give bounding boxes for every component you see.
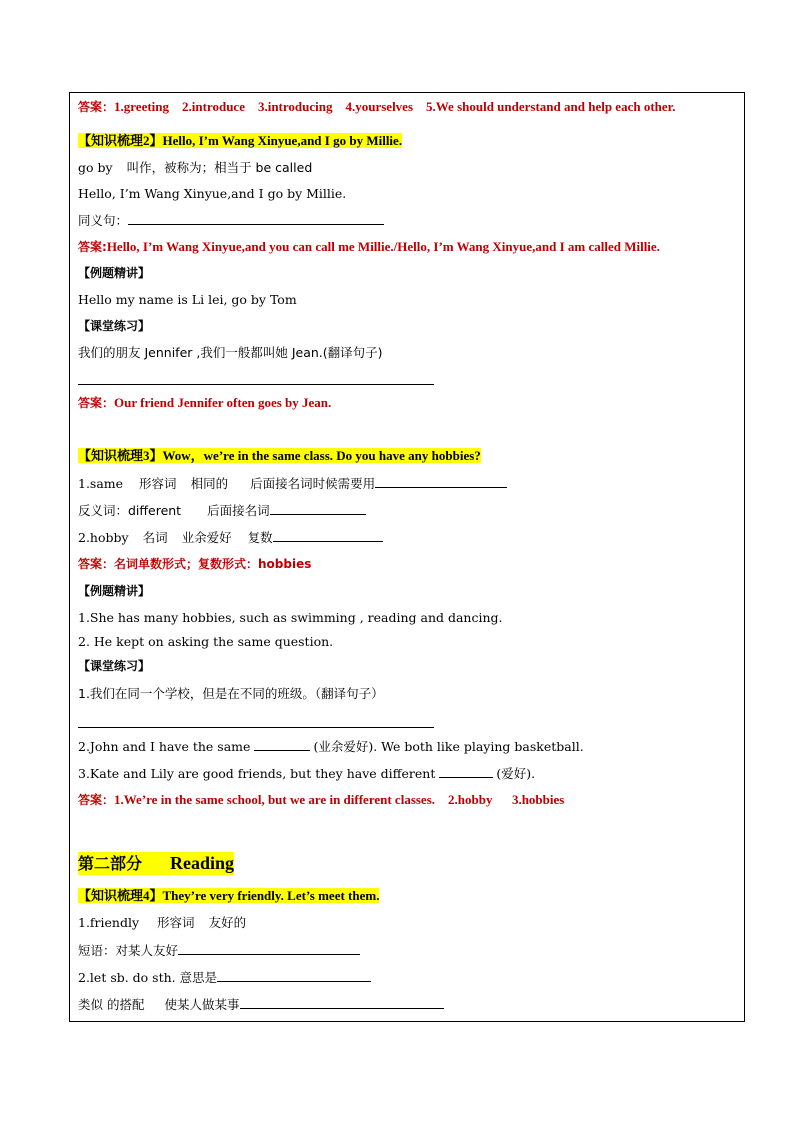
hobby-definition: 2.hobby 名词 业余爱好 复数 [78,529,383,546]
practice-sentence-1: 我们的朋友 Jennifer ,我们一般都叫她 Jean.(翻译句子) [78,345,383,360]
answer-line-4: 答案：名词单数形式；复数形式：hobbies [78,557,312,571]
phrase-line: 短语：对某人友好 [78,942,360,959]
goby-definition: go by 叫作，被称为；相当于 be called [78,160,313,175]
answer-blank-line-1 [78,384,434,385]
synonym-line: 同义句： [78,212,384,229]
example-sentence-2a: 1.She has many hobbies, such as swimming , reading and dancing. [78,610,503,625]
example-sentence-2b: 2. He kept on asking the same question. [78,634,334,649]
answer-blank-line-2 [78,727,434,728]
knowledge-point-3-title: 【知识梳理3】Wow，we’re in the same class. Do you have any hobbies? [78,448,481,463]
practice-sentence-2a: 1.我们在同一个学校，但是在不同的班级。（翻译句子） [78,686,384,701]
knowledge-point-2-title: 【知识梳理2】Hello, I’m Wang Xinyue,and I go by Millie. [78,133,403,148]
let-line: 2.let sb. do sth. 意思是 [78,969,371,986]
answer-line-2: 答案:Hello, I’m Wang Xinyue,and you can call me Millie./Hello, I’m Wang Xinyue,and I am called Millie. [78,239,660,254]
practice-sentence-2b: 2.John and I have the same (业余爱好). We both like playing basketball. [78,739,584,754]
example-header-2: 【例题精讲】 [78,584,151,598]
practice-sentence-2c: 3.Kate and Lily are good friends, but they have different (爱好). [78,766,536,781]
practice-header-1: 【课堂练习】 [78,319,151,333]
answer-line-1: 答案：1.greeting 2.introduce 3.introducing 4.yourselves 5.We should understand and help each other. [78,99,676,114]
goby-example: Hello, I’m Wang Xinyue,and I go by Millie. [78,186,347,201]
friendly-definition: 1.friendly 形容词 友好的 [78,915,247,930]
content-frame [69,92,745,1022]
same-definition: 1.same 形容词 相同的 后面接名词时候需要用 [78,475,507,492]
answer-line-3: 答案：Our friend Jennifer often goes by Jean. [78,395,332,410]
example-sentence-1: Hello my name is Li lei, go by Tom [78,292,297,307]
antonym-line: 反义词：different 后面接名词 [78,502,366,519]
example-header-1: 【例题精讲】 [78,266,151,280]
part-two-heading: 第二部分 Reading [78,853,235,873]
answer-line-5: 答案：1.We’re in the same school, but we are in different classes. 2.hobby 3.hobbies [78,792,565,807]
practice-header-2: 【课堂练习】 [78,659,151,673]
knowledge-point-4-title: 【知识梳理4】They’re very friendly. Let’s meet them. [78,888,380,903]
similar-collocation-line: 类似 的搭配 使某人做某事 [78,996,444,1013]
